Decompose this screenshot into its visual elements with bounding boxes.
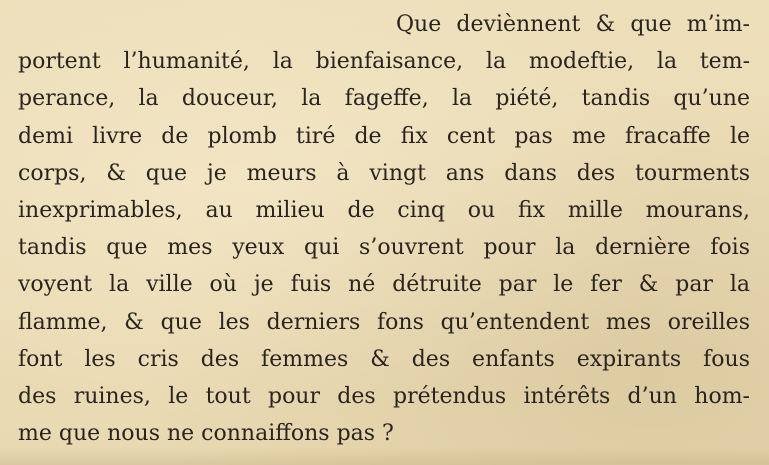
text-line: des ruines, le tout pour des prétendus intérêts d’un hom- [18, 383, 750, 409]
text-line: corps, & que je meurs à vingt ans dans des tourments [18, 160, 750, 186]
paragraph [18, 6, 750, 452]
text-line: flamme, & que les derniers fons qu’entendent mes oreilles [18, 309, 750, 335]
text-line: voyent la ville où je fuis né détruite par le fer & par la [18, 272, 750, 298]
text-line: demi livre de plomb tiré de fix cent pas me fracaffe le [18, 123, 750, 149]
text-line: portent l’humanité, la bienfaisance, la modeftie, la tem- [18, 49, 750, 75]
text-line: perance, la douceur, la fageffe, la piété, tandis qu’une [18, 86, 750, 112]
text-line: me que nous ne connaiffons pas ? [18, 421, 394, 447]
text-line: Que deviènnent & que m’im- [396, 12, 750, 37]
text-line: inexprimables, au milieu de cinq ou fix mille mourans, [18, 197, 750, 223]
text-line: tandis que mes yeux qui s’ouvrent pour la dernière fois [18, 235, 750, 261]
text-line: font les cris des femmes & des enfants expirants fous [18, 346, 750, 372]
